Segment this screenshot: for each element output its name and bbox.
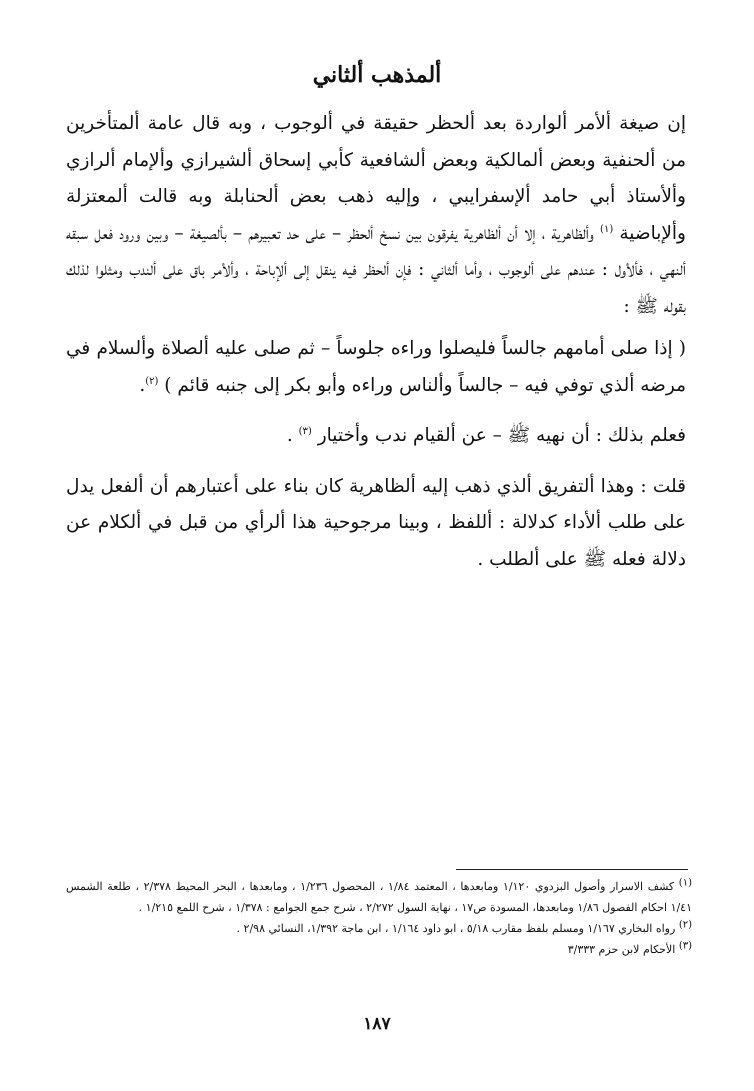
paragraph-1-text-b: وألظاهرية ، إلا أن ألظاهرية يفرقون بين نسخ ألحظر – على حد تعبيرهم – بألصيغة – وبين ورود فعل سبقه ألنهي ، فألأول : عندهم على ألوجوب ، وأما ألثاني : فإن ألحظر فيه ينقل إلى ألإباحة ، وألأمر باق على ألندب ومثلوا لذلك بقوله ﷺ : [66, 222, 686, 317]
paragraph-2-hadith: ( إذا صلى أمامهم جالساً فليصلوا وراءه جلوساً – ثم صلى عليه ألصلاة وألسلام في مرضه ألذي توفي فيه – جالساً وألناس وراءه وأبو بكر إلى جنبه قائم ) $^{(٢)}$. [66, 338, 686, 396]
footnote-ref-1: (١) [600, 223, 614, 235]
footnote-1-mark: (١) [678, 877, 692, 889]
footnote-separator [456, 869, 688, 870]
footnote-ref-2: (٢) [145, 375, 159, 387]
paragraph-1-text-a: إن صيغة ألأمر ألواردة بعد ألحظر حقيقة في ألوجوب ، وبه قال عامة ألمتأخرين من ألحنفية وبعض ألمالكية وبعض ألشافعية كأبي إسحاق ألشيرازي وألإمام ألرازي وألأستاذ أبي حامد ألإسفرايبي ، وإليه ذهب بعض ألحنابلة وبه قالت ألمعتزلة وألإباضية [66, 113, 686, 244]
footnotes [66, 876, 692, 960]
footnote-3-mark: (٣) [678, 940, 692, 952]
paragraph-2-text: ( إذا صلى أمامهم جالساً فليصلوا وراءه جلوساً – ثم صلى عليه ألصلاة وألسلام في مرضه ألذي توفي فيه – جالساً وألناس وراءه وأبو بكر إلى جنبه قائم ) [66, 338, 686, 396]
paragraph-4-text: قلت : وهذا ألتفريق ألذي ذهب إليه ألظاهرية كان بناء على أعتبارهم أن ألفعل يدل على طلب ألأداء كدلالة : أللفظ ، وبينا مرجوحية هذا ألرأي من قبل في ألكلام عن دلالة فعله ﷺ على ألطلب . [66, 475, 686, 570]
paragraph-4 [66, 469, 686, 579]
paragraph-3-text: فعلم بذلك : أن نهيه ﷺ – عن ألقيام ندب وأختيار [317, 425, 686, 446]
footnote-1 [66, 876, 692, 918]
page-number: ١٨٧ [363, 1014, 391, 1034]
footnote-2-text: رواه البخاري ١/١٦٧ ومسلم بلفظ مقارب ٥/١٨ ، ابو داود ١/١٦٤ ، ابن ماجة ١/٣٩٢، النسائي ٢/٩٨ . [236, 922, 676, 935]
paragraph-1 [66, 106, 686, 325]
footnote-1-text: كشف الاسرار وأصول البزدوي ١/١٢٠ ومابعدها ، المعتمد ١/٨٤ ، المحصول ١/٢٣٦ ، ومابعدها ، البحر المحيط ٢/٣٧٨ ، طلعة الشمس ١/٤١ احكام الفصول ١/٨٦ ومابعدها، المسودة ص١٧ ، نهاية السول ٢/٢٧٢ ، شرح جمع الجوامع : ١/٣٧٨ ، شرح اللمع ١/٢١٥ . [66, 880, 692, 914]
section-heading: ألمذهب ألثاني [312, 62, 442, 88]
footnote-2 [66, 918, 692, 939]
footnote-3 [66, 939, 692, 960]
footnote-2-mark: (٢) [678, 919, 692, 931]
footnote-3-text: الأحكام لابن حزم ٣/٣٣٣ [567, 943, 676, 956]
body-text [66, 106, 686, 584]
paragraph-3: فعلم بذلك : أن نهيه ﷺ – عن ألقيام ندب وأختيار $^{(٣)}$ . [286, 425, 686, 446]
footnote-ref-3: (٣) [298, 425, 312, 437]
